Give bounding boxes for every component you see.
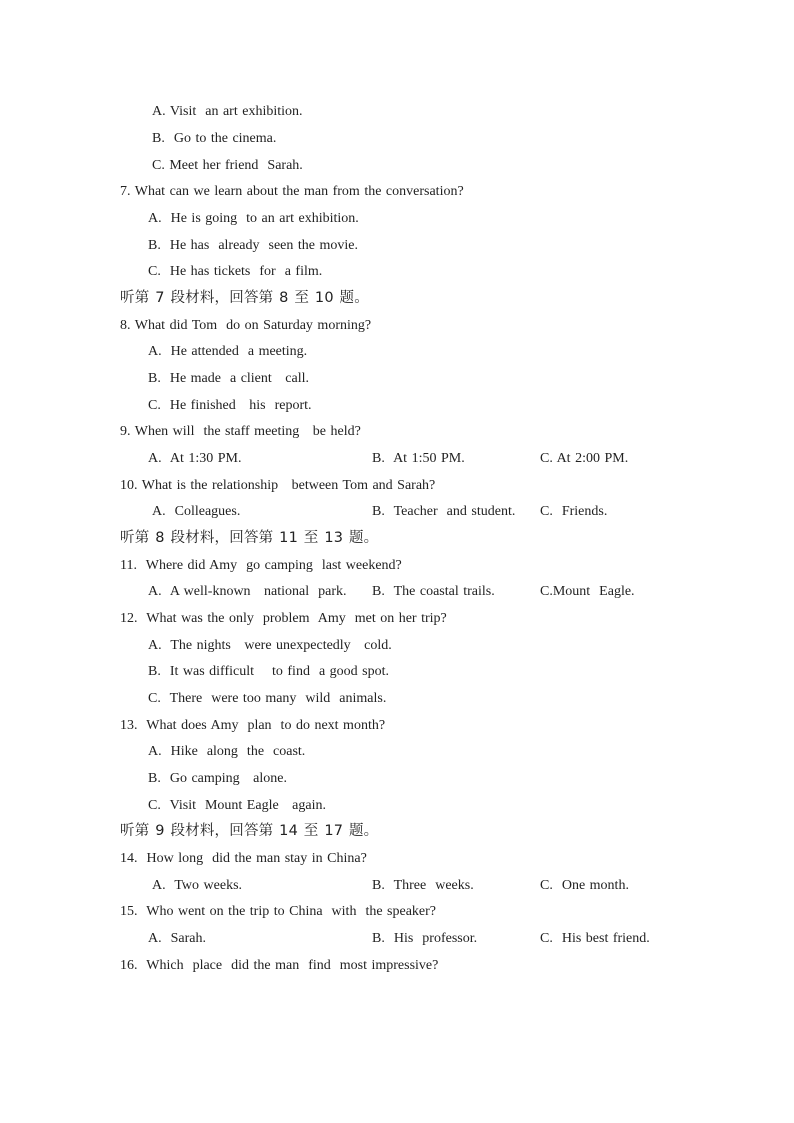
question-9: 9. When will the staff meeting be held? [120, 424, 361, 439]
option-b: B. It was difficult to find a good spot. [148, 664, 389, 679]
question-14: 14. How long did the man stay in China? [120, 851, 367, 866]
option-a: A. Two weeks. [152, 878, 243, 893]
question-10: 10. What is the relationship between Tom and Sarah? [120, 478, 436, 493]
option-a: A. Visit an art exhibition. [152, 104, 303, 119]
section-heading-9: 听第 9 段材料，回答第 14 至 17 题。 [120, 823, 379, 839]
option-c: C.Mount Eagle. [540, 584, 635, 599]
option-b: B. His professor. [372, 931, 478, 946]
question-8: 8. What did Tom do on Saturday morning? [120, 318, 372, 333]
option-c: C. There were too many wild animals. [148, 691, 387, 706]
option-c: C. At 2:00 PM. [540, 451, 629, 466]
question-16: 16. Which place did the man find most impressive? [120, 958, 439, 973]
option-c: C. He finished his report. [148, 398, 312, 413]
question-12: 12. What was the only problem Amy met on her trip? [120, 611, 447, 626]
option-b: B. The coastal trails. [372, 584, 495, 599]
option-b: B. At 1:50 PM. [372, 451, 465, 466]
option-a: A. Colleagues. [152, 504, 241, 519]
option-a: A. The nights were unexpectedly cold. [148, 638, 392, 653]
option-b: B. Go to the cinema. [152, 131, 277, 146]
question-15: 15. Who went on the trip to China with the speaker? [120, 904, 437, 919]
option-c: C. Meet her friend Sarah. [152, 158, 303, 173]
option-a: A. He attended a meeting. [148, 344, 308, 359]
question-7: 7. What can we learn about the man from the conversation? [120, 184, 464, 199]
question-11: 11. Where did Amy go camping last weekend? [120, 558, 402, 573]
option-b: B. Go camping alone. [148, 771, 287, 786]
option-c: C. Visit Mount Eagle again. [148, 798, 326, 813]
section-heading-8: 听第 8 段材料，回答第 11 至 13 题。 [120, 530, 379, 546]
option-a: A. He is going to an art exhibition. [148, 211, 359, 226]
option-b: B. Teacher and student. [372, 504, 516, 519]
option-b: B. Three weeks. [372, 878, 474, 893]
option-c: C. Friends. [540, 504, 608, 519]
option-a: A. At 1:30 PM. [148, 451, 242, 466]
option-b: B. He made a client call. [148, 371, 309, 386]
option-a: A. A well-known national park. [148, 584, 347, 599]
option-a: A. Hike along the coast. [148, 744, 306, 759]
option-a: A. Sarah. [148, 931, 206, 946]
question-13: 13. What does Amy plan to do next month? [120, 718, 386, 733]
option-c: C. One month. [540, 878, 629, 893]
option-b: B. He has already seen the movie. [148, 238, 358, 253]
option-c: C. His best friend. [540, 931, 650, 946]
option-c: C. He has tickets for a film. [148, 264, 323, 279]
section-heading-7: 听第 7 段材料，回答第 8 至 10 题。 [120, 290, 369, 306]
